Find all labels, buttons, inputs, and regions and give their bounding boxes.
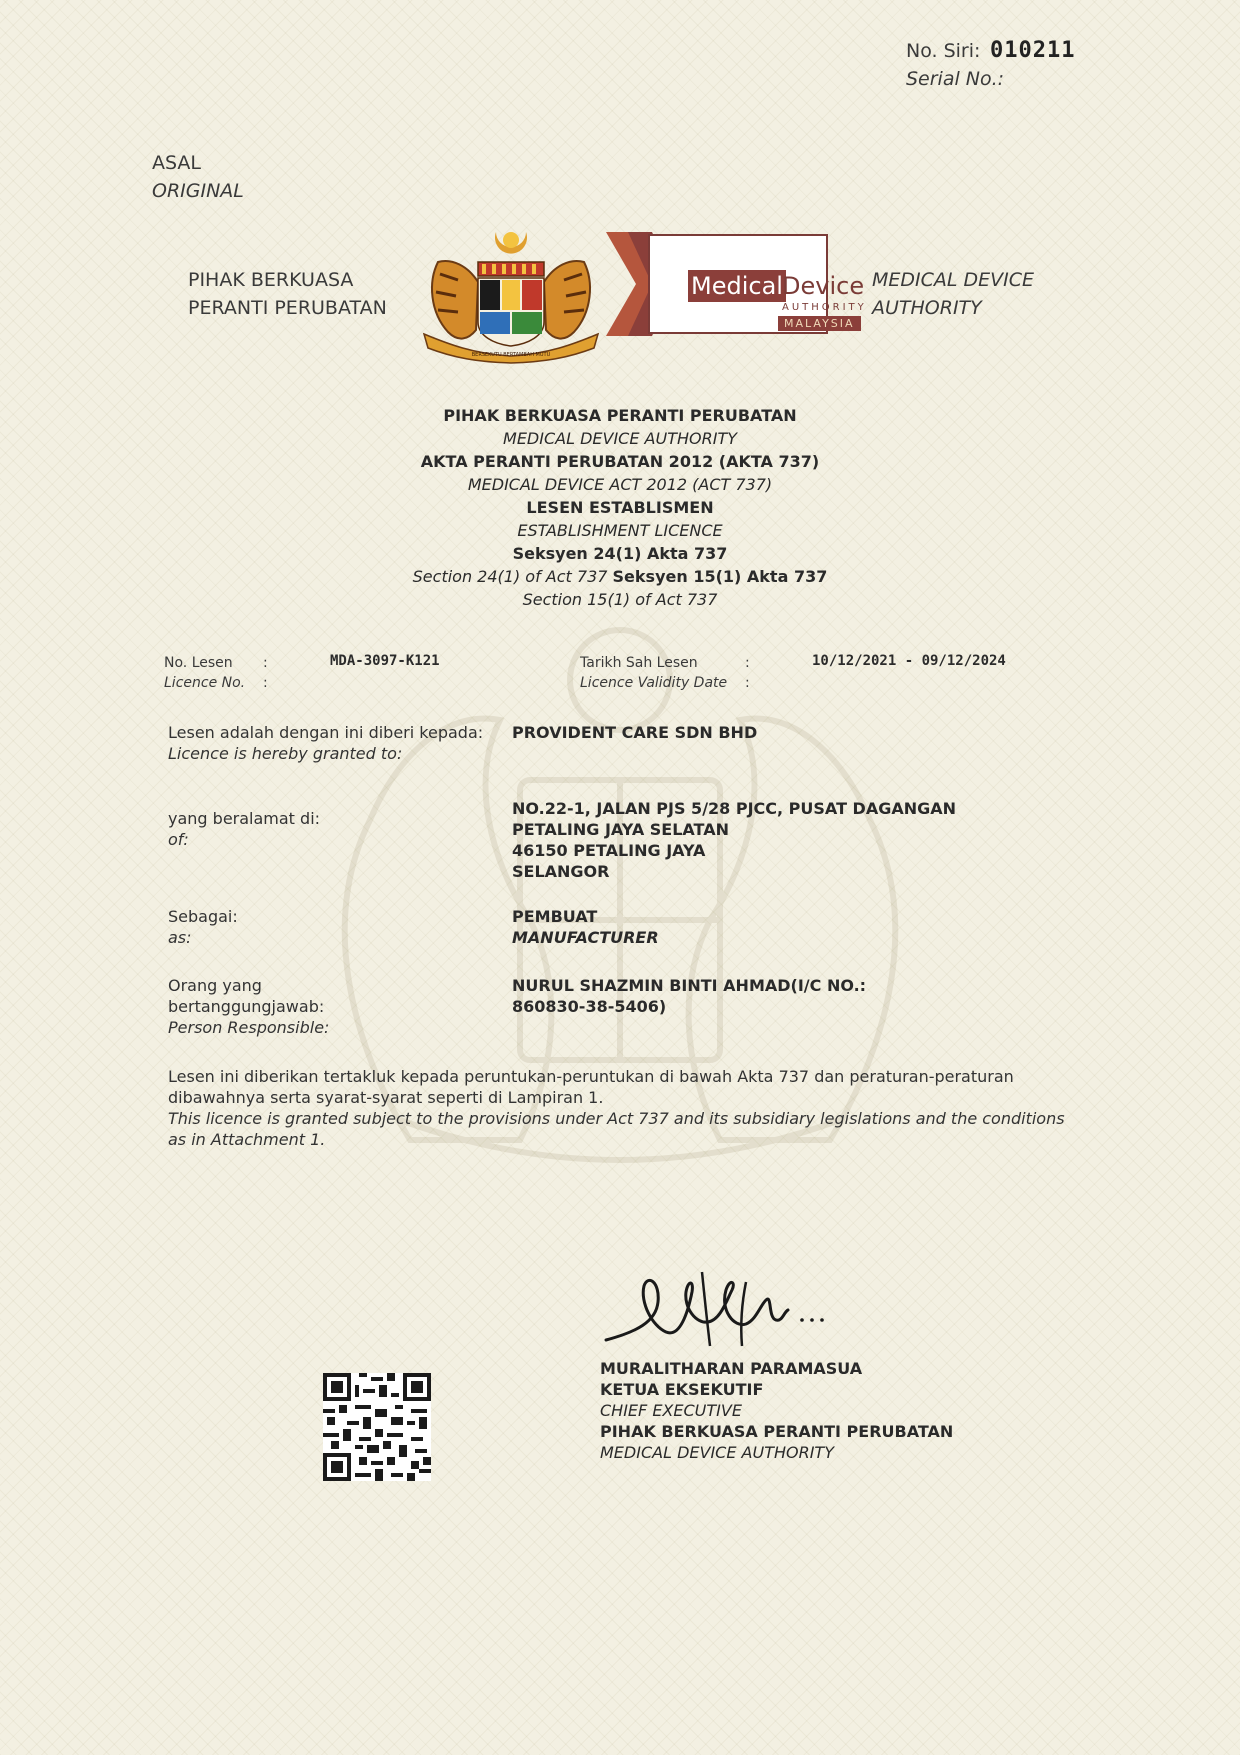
address-line: NO.22-1, JALAN PJS 5/28 PJCC, PUSAT DAGANGAN [512, 799, 957, 818]
heading-line: Section 15(1) of Act 737 [522, 590, 718, 609]
person-responsible-value [512, 975, 866, 1017]
authority-name-line: PERANTI PERUBATAN [188, 297, 387, 319]
address-line: SELANGOR [512, 862, 610, 881]
serial-number: 010211 [990, 38, 1076, 63]
coat-of-arms-icon [418, 222, 604, 364]
mda-logo [606, 232, 867, 336]
logo-word-authority: AUTHORITY [782, 302, 867, 313]
logo-word-medical: Medical [688, 270, 786, 302]
heading-line [0, 565, 1240, 588]
heading-line: PIHAK BERKUASA PERANTI PERUBATAN [443, 406, 797, 425]
heading-line: MEDICAL DEVICE ACT 2012 (ACT 737) [467, 475, 773, 494]
label-malay: bertanggungjawab: [168, 997, 325, 1016]
signatory-org-en: MEDICAL DEVICE AUTHORITY [600, 1443, 834, 1462]
colon: : [745, 675, 750, 691]
label-english: as: [168, 928, 192, 947]
colon: : [745, 655, 750, 671]
signatory-name: MURALITHARAN PARAMASUA [600, 1359, 863, 1378]
heading-line: Seksyen 24(1) Akta 737 [512, 544, 728, 563]
label-malay: yang beralamat di: [168, 809, 321, 828]
authority-name-line: AUTHORITY [872, 297, 982, 319]
conditions-line: dibawahnya serta syarat-syarat seperti di Lampiran 1. [168, 1088, 604, 1107]
heading-section-bold: Seksyen 15(1) Akta 737 [612, 567, 828, 586]
heading-line: AKTA PERANTI PERUBATAN 2012 (AKTA 737) [420, 452, 820, 471]
licensee-address [512, 798, 956, 882]
document-heading [0, 404, 1240, 611]
serial-label-en: Serial No.: [906, 68, 1005, 90]
role-label [168, 906, 238, 948]
serial-label: No. Siri: [906, 40, 981, 62]
licence-conditions [168, 1066, 1068, 1150]
licensee-name: PROVIDENT CARE SDN BHD [512, 723, 758, 742]
authority-name-malay [188, 266, 387, 322]
validity-value: 10/12/2021 - 09/12/2024 [812, 653, 1006, 669]
person-line: NURUL SHAZMIN BINTI AHMAD(I/C NO.: [512, 976, 867, 995]
address-line: 46150 PETALING JAYA [512, 841, 706, 860]
colon: : [263, 675, 268, 691]
authority-name-english [872, 266, 1034, 322]
heading-section-italic: Section 24(1) of Act 737 [412, 567, 608, 586]
address-line: PETALING JAYA SELATAN [512, 820, 729, 839]
licence-no-value: MDA-3097-K121 [330, 653, 440, 669]
copy-type-label-en: ORIGINAL [152, 180, 244, 202]
crest-motto: BERSEKUTU BERTAMBAH MUTU [471, 352, 551, 358]
label-english: of: [168, 830, 189, 849]
person-line: 860830-38-5406) [512, 997, 667, 1016]
granted-to-label [168, 722, 483, 764]
label-malay: Lesen adalah dengan ini diberi kepada: [168, 723, 484, 742]
logo-box [648, 234, 867, 334]
logo-word-device: Device [782, 272, 865, 300]
label-english: Licence is hereby granted to: [168, 744, 403, 763]
signatory-title-en: CHIEF EXECUTIVE [600, 1401, 742, 1420]
authority-name-line: MEDICAL DEVICE [872, 269, 1035, 291]
label-malay: Sebagai: [168, 907, 238, 926]
signature-icon [596, 1262, 836, 1352]
licence-no-label: No. Lesen [164, 655, 233, 671]
heading-line: MEDICAL DEVICE AUTHORITY [503, 429, 737, 448]
qr-code-icon [323, 1373, 431, 1481]
role-malay: PEMBUAT [512, 907, 598, 926]
conditions-line: Lesen ini diberikan tertakluk kepada peruntukan-peruntukan di bawah Akta 737 dan peraturan-peraturan [168, 1067, 1014, 1086]
conditions-line: This licence is granted subject to the provisions under Act 737 and its subsidiary legislations and the conditions [168, 1109, 1065, 1128]
person-responsible-label [168, 975, 329, 1038]
signatory-block [600, 1358, 953, 1463]
heading-line: LESEN ESTABLISMEN [526, 498, 714, 517]
validity-label: Tarikh Sah Lesen [580, 655, 698, 671]
label-malay: Orang yang [168, 976, 262, 995]
signatory-title: KETUA EKSEKUTIF [600, 1380, 764, 1399]
licensee-role [512, 906, 659, 948]
validity-label-en: Licence Validity Date [580, 675, 728, 691]
authority-name-line: PIHAK BERKUASA [188, 269, 354, 291]
logo-word-malaysia: MALAYSIA [778, 316, 861, 331]
colon: : [263, 655, 268, 671]
address-label [168, 808, 320, 850]
heading-line: ESTABLISHMENT LICENCE [517, 521, 723, 540]
role-english: MANUFACTURER [512, 928, 659, 947]
copy-type-label: ASAL [152, 152, 201, 174]
conditions-line: as in Attachment 1. [168, 1130, 326, 1149]
signatory-org: PIHAK BERKUASA PERANTI PERUBATAN [600, 1422, 954, 1441]
label-english: Person Responsible: [168, 1018, 330, 1037]
licence-no-label-en: Licence No. [164, 675, 246, 691]
